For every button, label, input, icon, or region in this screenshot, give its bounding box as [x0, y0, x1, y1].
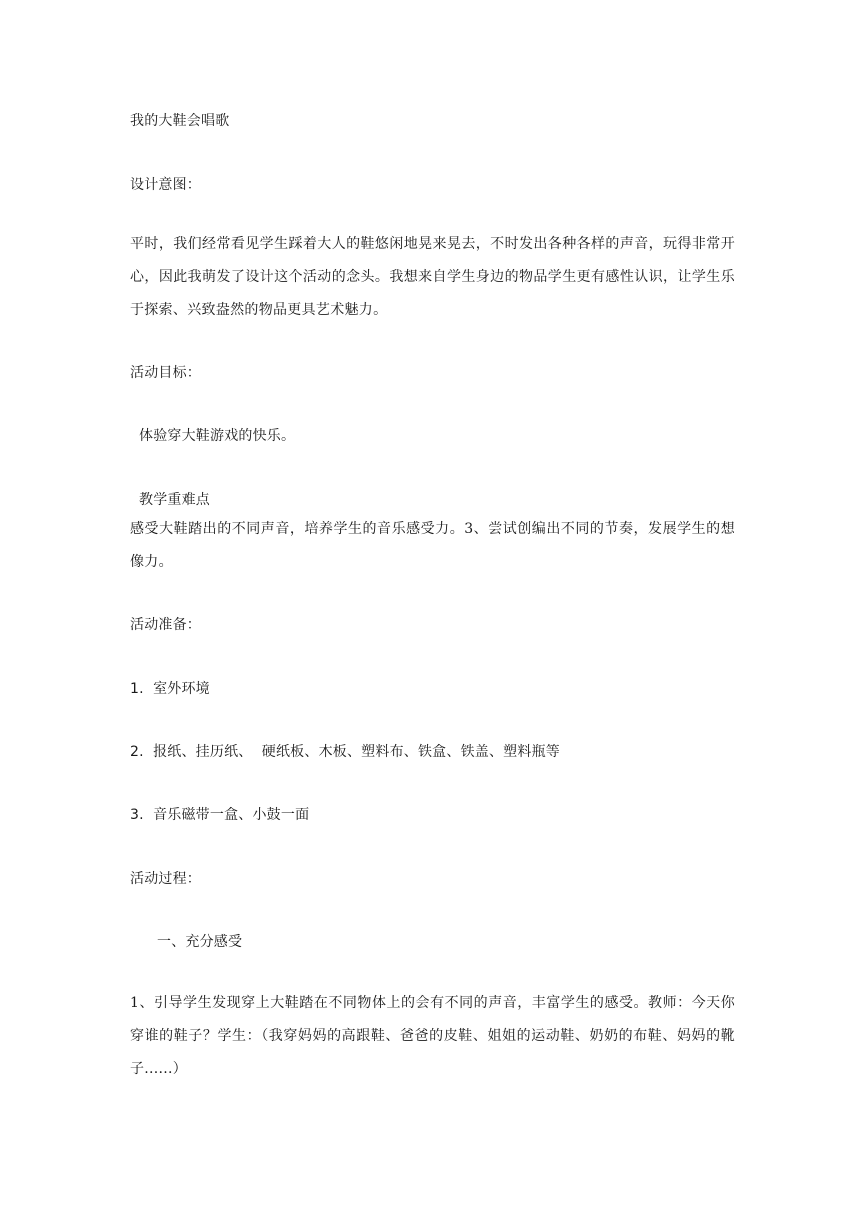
prep-item	[130, 678, 740, 700]
prep-item	[130, 741, 740, 763]
process-section-heading: 一、充分感受	[157, 934, 243, 950]
process-paragraph: 1、引导学生发现穿上大鞋踏在不同物体上的会有不同的声音，丰富学生的感受。教师：今天你穿谁的鞋子？学生：（我穿妈妈的高跟鞋、爸爸的皮鞋、姐姐的运动鞋、奶奶的布鞋、妈妈的靴子......）	[130, 995, 735, 1077]
goals-heading: 活动目标：	[130, 365, 201, 381]
key-points-paragraph: 感受大鞋踏出的不同声音，培养学生的音乐感受力。3、尝试创编出不同的节奏，发展学生的想像力。	[130, 521, 735, 570]
key-points-heading: 教学重难点	[139, 492, 210, 508]
prep-heading: 活动准备：	[130, 617, 201, 633]
goal-item: 体验穿大鞋游戏的快乐。	[139, 428, 296, 444]
design-intent-heading: 设计意图：	[130, 177, 201, 193]
prep-item-number: 3.	[130, 807, 144, 823]
prep-item	[130, 804, 740, 826]
prep-item-number: 1.	[130, 681, 144, 697]
prep-item-text: 报纸、挂历纸、 硬纸板、木板、塑料布、铁盒、铁盖、塑料瓶等	[153, 744, 560, 760]
prep-item-number: 2.	[130, 744, 144, 760]
prep-item-text: 室外环境	[153, 681, 210, 697]
design-intent-paragraph: 平时，我们经常看见学生踩着大人的鞋悠闲地晃来晃去，不时发出各种各样的声音，玩得非常开心，因此我萌发了设计这个活动的念头。我想来自学生身边的物品学生更有感性认识，让学生乐于探索、兴致盎然的物品更具艺术魅力。	[130, 236, 735, 318]
document-title: 我的大鞋会唱歌	[130, 113, 230, 129]
prep-item-text: 音乐磁带一盒、小鼓一面	[153, 807, 310, 823]
process-heading: 活动过程：	[130, 871, 201, 887]
